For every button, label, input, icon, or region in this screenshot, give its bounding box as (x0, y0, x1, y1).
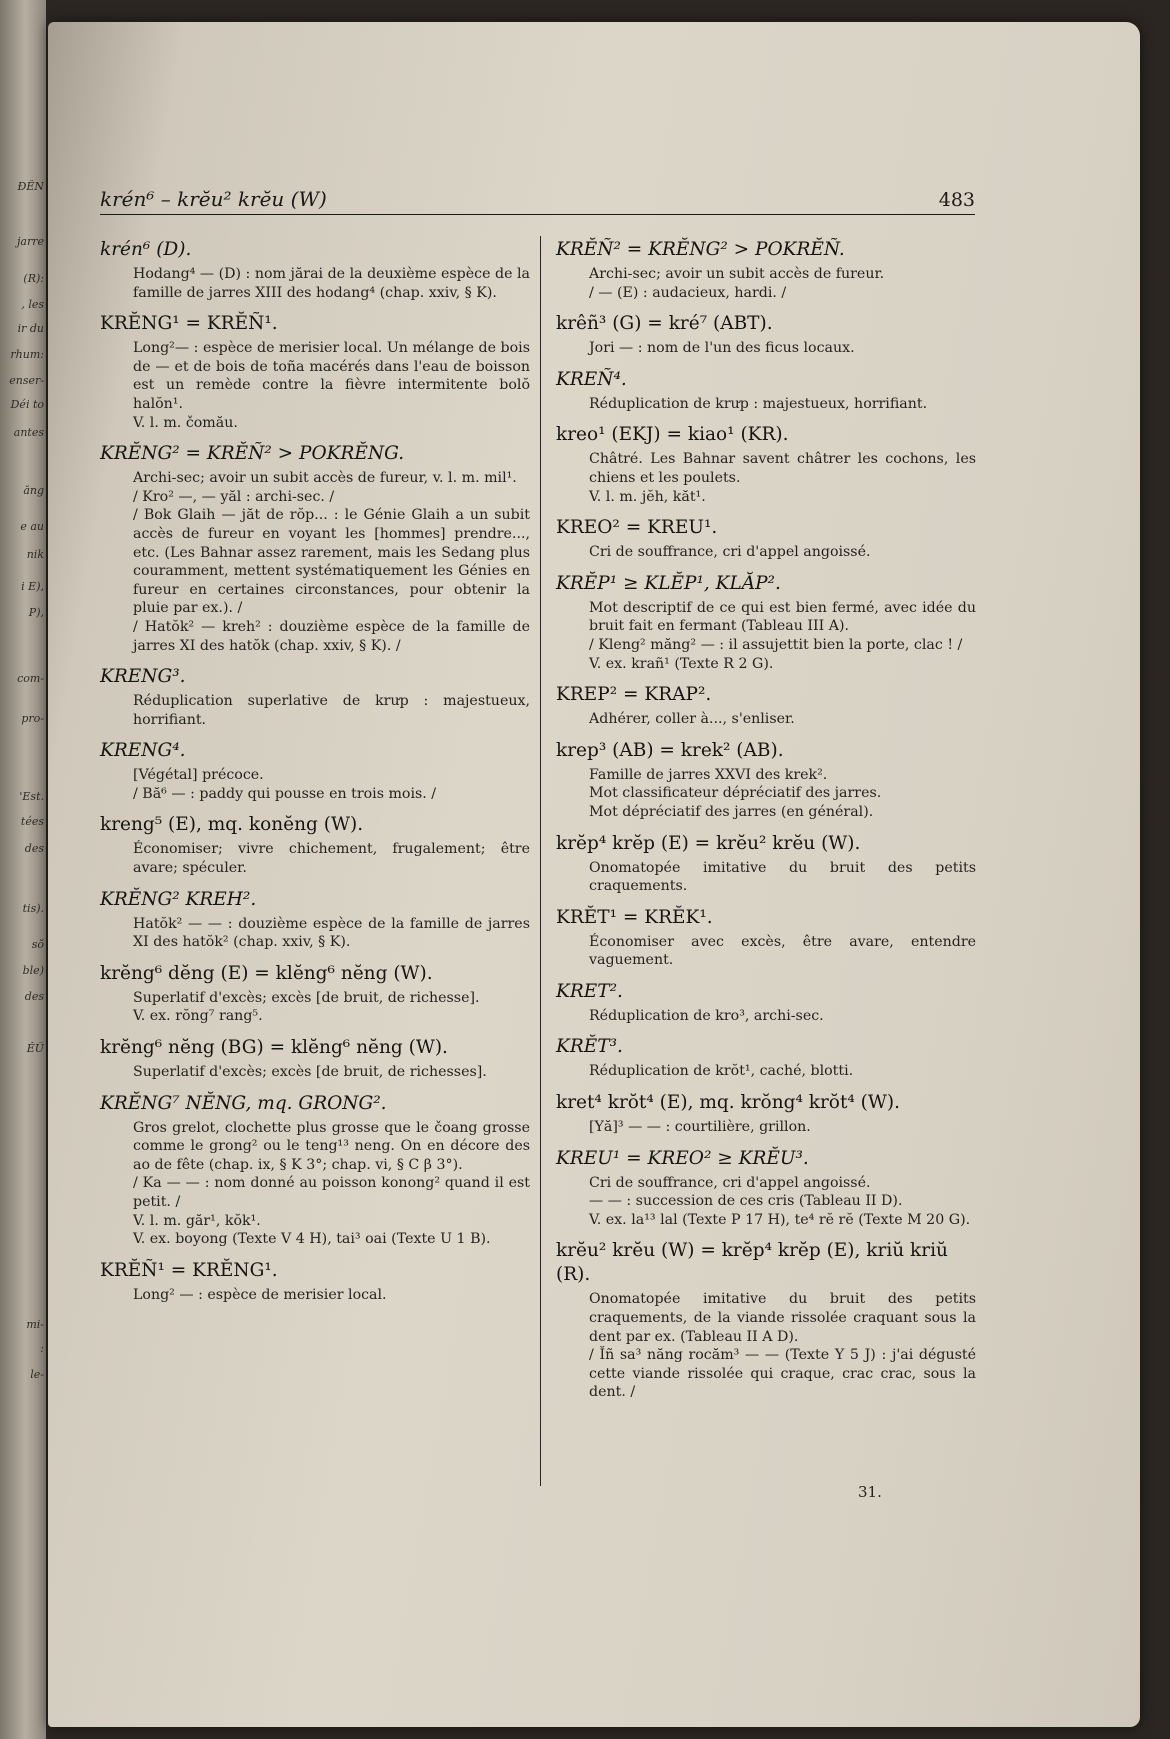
entry-definition (556, 1290, 976, 1402)
dictionary-entry (100, 442, 530, 655)
definition-line: Châtré. Les Bahnar savent châtrer les cochons, les chiens et les poulets. (589, 451, 976, 486)
previous-page-edge (0, 0, 46, 1739)
running-head-title: krén⁶ – krĕu² krĕu (W) (100, 187, 327, 211)
entry-definition (556, 1007, 976, 1026)
previous-page-fragment: , les (21, 298, 44, 311)
left-column (100, 238, 530, 1314)
entry-headword: krĕng⁶ dĕng (E) = klĕng⁶ nĕng (W). (100, 962, 433, 984)
dictionary-entry (100, 1092, 530, 1249)
dictionary-entry (556, 1147, 976, 1230)
definition-line: Réduplication de krưp : majestueux, horrifiant. (589, 395, 928, 412)
entry-definition (556, 1174, 976, 1230)
entry-headword: krêñ³ (G) = kré⁷ (ABT). (556, 313, 773, 335)
entry-definition (556, 599, 976, 673)
definition-line: V. l. m. găr¹, kŏk¹. (133, 1212, 261, 1229)
definition-line: Réduplication de krŏt¹, caché, blotti. (589, 1063, 854, 1080)
definition-line: / Bă⁶ — : paddy qui pousse en trois mois. / (133, 785, 437, 802)
definition-line: / Hatŏk² — kreh² : douzième espèce de la famille de jarres XI des hatŏk (chap. xxiv, § K). / (133, 618, 530, 654)
definition-line: Archi-sec; avoir un subit accès de fureur, v. l. m. mil¹. (133, 470, 517, 487)
previous-page-fragment: enser- (9, 374, 44, 387)
dictionary-entry (556, 238, 976, 302)
previous-page-fragment: des (24, 990, 44, 1003)
dictionary-entry (100, 813, 530, 877)
definition-line: V. ex. la¹³ lal (Texte P 17 H), te⁴ rĕ rĕ (Texte M 20 G). (589, 1211, 971, 1228)
entry-definition (556, 543, 976, 562)
definition-line: [Yă]³ — — : courtilière, grillon. (589, 1119, 811, 1136)
definition-line: Économiser avec excès, être avare, entendre vaguement. (589, 933, 976, 969)
previous-page-fragment: des (24, 842, 44, 855)
dictionary-entry (556, 516, 976, 562)
definition-line: / Ĭñ sa³ năng rocăm³ — — (Texte Y 5 J) : j'ai dégusté cette viande rissolée qui craque, crac crac, sous la dent. / (589, 1347, 976, 1401)
definition-line: Hatŏk² — — : douzième espèce de la famille de jarres XI des hatŏk² (chap. xxiv, § K). (133, 915, 530, 951)
entry-headword: KRĔNG⁷ NĔNG, mq. GRONG². (100, 1092, 387, 1114)
entry-headword: KRĔNG¹ = KRĔÑ¹. (100, 313, 278, 335)
definition-line: / Ka — — : nom donné au poisson konong² quand il est petit. / (133, 1175, 530, 1210)
definition-line: Superlatif d'excès; excès [de bruit, de richesse]. (133, 989, 480, 1006)
definition-line: / — (E) : audacieux, hardi. / (589, 284, 787, 301)
entry-definition (556, 766, 976, 822)
dictionary-entry (100, 238, 530, 302)
entry-headword: krĕu² krĕu (W) = krĕp⁴ krĕp (E), kriŭ kriŭ (R). (556, 1240, 948, 1286)
definition-line: Superlatif d'excès; excès [de bruit, de richesses]. (133, 1064, 487, 1081)
previous-page-fragment: Déi to (10, 398, 44, 411)
previous-page-fragment: 'Est. (19, 790, 44, 803)
entry-definition (100, 692, 530, 729)
entry-headword: KREP² = KRAP². (556, 684, 712, 706)
entry-definition (100, 265, 530, 302)
definition-line: V. ex. krañ¹ (Texte R 2 G). (589, 655, 774, 672)
entry-headword: KRĔNG² = KRĔÑ² > POKRĔNG. (100, 443, 405, 465)
entry-definition (100, 339, 530, 432)
dictionary-entry (556, 1091, 976, 1137)
definition-line: Réduplication de kro³, archi-sec. (589, 1007, 824, 1024)
entry-headword: krĕng⁶ nĕng (BG) = klĕng⁶ nĕng (W). (100, 1037, 448, 1059)
dictionary-entry (556, 1239, 976, 1402)
dictionary-entry (556, 423, 976, 506)
definition-line: Mot dépréciatif des jarres (en général). (589, 803, 874, 820)
definition-line: Hodang⁴ — (D) : nom jărai de la deuxième espèce de la famille de jarres XIII des hodang⁴ (chap. xxiv, § K). (133, 266, 530, 301)
dictionary-entry (100, 312, 530, 432)
definition-line: Long² — : espèce de merisier local. (133, 1286, 387, 1303)
previous-page-fragment: (R): (23, 272, 44, 285)
definition-line: / Kro² —, — yăl : archi-sec. / (133, 488, 335, 505)
dictionary-entry (556, 906, 976, 970)
previous-page-fragment: ĚŨ (26, 1042, 44, 1055)
definition-line: Jori — : nom de l'un des ficus locaux. (589, 340, 855, 357)
definition-line: Économiser; vivre chichement, frugalement; être avare; spéculer. (133, 841, 530, 877)
definition-line: [Végétal] précoce. (133, 767, 264, 784)
previous-page-fragment: P), (28, 606, 44, 619)
definition-line: V. l. m. čomău. (133, 414, 238, 431)
previous-page-fragment: jarre (17, 235, 44, 248)
previous-page-fragment: le- (30, 1368, 44, 1381)
entry-headword: KRĔT¹ = KRĔK¹. (556, 906, 713, 928)
previous-page-fragment: e au (20, 520, 44, 533)
entry-headword: krep³ (AB) = krek² (AB). (556, 739, 784, 761)
dictionary-entry (556, 980, 976, 1026)
entry-definition (100, 840, 530, 877)
entry-definition (556, 859, 976, 896)
previous-page-fragment: ăng (23, 484, 44, 497)
previous-page-fragment: com- (17, 672, 44, 685)
definition-line: Mot descriptif de ce qui est bien fermé, avec idée du bruit fait en fermant (Tableau III A). (589, 599, 976, 635)
previous-page-fragment: ir du (17, 322, 44, 335)
entry-headword: KRĔÑ¹ = KRĔNG¹. (100, 1259, 278, 1281)
entry-headword: KREÑ⁴. (556, 368, 627, 390)
entry-headword: KRENG⁴. (100, 740, 186, 762)
entry-definition (556, 710, 976, 729)
previous-page-fragment: pro- (21, 712, 44, 725)
definition-line: Cri de souffrance, cri d'appel angoissé. (589, 544, 871, 561)
entry-definition (556, 1118, 976, 1137)
dictionary-entry (100, 1259, 530, 1305)
dictionary-entry (556, 832, 976, 896)
entry-definition (556, 1062, 976, 1081)
previous-page-fragment: nik (26, 548, 44, 561)
running-head (100, 182, 975, 215)
dictionary-entry (556, 683, 976, 729)
definition-line: Cri de souffrance, cri d'appel angoissé. (589, 1174, 871, 1191)
entry-headword: kreng⁵ (E), mq. konĕng (W). (100, 814, 364, 836)
entry-headword: KRĔT³. (556, 1036, 623, 1058)
dictionary-entry (556, 572, 976, 673)
entry-headword: kreo¹ (EKJ) = kiao¹ (KR). (556, 424, 789, 446)
previous-page-fragment: tées (20, 815, 44, 828)
previous-page-fragment: tis). (22, 902, 44, 915)
dictionary-entry (100, 1036, 530, 1082)
definition-line: Onomatopée imitative du bruit des petits craquements, de la viande rissolée craquant sous la dent par ex. (Tableau II A D). (589, 1291, 976, 1345)
previous-page-fragment: sŏ (31, 938, 44, 951)
definition-line: Gros grelot, clochette plus grosse que le čoang grosse comme le grong² ou le teng¹³ neng. On en décore des ao de fête (chap. ix, § K 3°; chap. vi, § C β 3°). (133, 1119, 530, 1173)
definition-line: Réduplication superlative de krưp : majestueux, horrifiant. (133, 693, 530, 728)
previous-page-fragment: antes (13, 426, 44, 439)
entry-headword: KRENG³. (100, 666, 186, 688)
entry-headword: KRĔÑ² = KRĔNG² > POKRĔÑ. (556, 239, 845, 260)
definition-line: / Kleng² măng² — : il assujettit bien la porte, clac ! / (589, 636, 963, 653)
entry-definition (556, 265, 976, 302)
entry-definition (100, 989, 530, 1026)
entry-definition (556, 450, 976, 506)
signature-mark: 31. (858, 1483, 882, 1501)
entry-definition (556, 339, 976, 358)
entry-headword: KRET². (556, 980, 623, 1002)
definition-line: Archi-sec; avoir un subit accès de fureur. (589, 266, 885, 282)
entry-headword: KREU¹ = KREO² ≥ KRĔU³. (556, 1147, 809, 1169)
entry-definition (100, 1119, 530, 1249)
dictionary-entry (100, 888, 530, 952)
entry-definition (100, 766, 530, 803)
entry-definition (100, 469, 530, 655)
definition-line: Long²— : espèce de merisier local. Un mélange de bois de — et de bois de toña macérés dans l'eau de boisson est un remède contre la fièvre intermitente bolŏ halŏn¹. (133, 340, 530, 412)
entry-headword: KRĔP¹ ≥ KLĔP¹, KLĂP². (556, 572, 781, 594)
entry-definition (556, 933, 976, 970)
previous-page-fragment: : (40, 1342, 44, 1355)
definition-line: Adhérer, coller à..., s'enliser. (589, 711, 795, 728)
previous-page-fragment: i E), (21, 580, 44, 593)
definition-line: Onomatopée imitative du bruit des petits craquements. (589, 859, 976, 895)
previous-page-fragment: ble) (22, 964, 44, 977)
definition-line: V. ex. rŏng⁷ rang⁵. (133, 1008, 263, 1025)
dictionary-entry (556, 368, 976, 414)
entry-headword: KRĔNG² KREH². (100, 888, 257, 910)
dictionary-entry (100, 665, 530, 729)
entry-definition (100, 1286, 530, 1305)
definition-line: Famille de jarres XXVI des krek². (589, 766, 828, 783)
previous-page-fragment: rhum: (10, 348, 44, 361)
dictionary-entry (556, 739, 976, 822)
definition-line: V. ex. boyong (Texte V 4 H), tai³ oai (Texte U 1 B). (133, 1231, 491, 1248)
entry-definition (100, 1063, 530, 1082)
definition-line: / Bok Glaih — jăt de rŏp... : le Génie Glaih a un subit accès de fureur en voyant les [hommes] prendre..., etc. (Les Bahnar assez rarement, mais les Sedang plus couramment, mettent systématiquement les Génies en fureur en certaines circonstances, pour obtenir la pluie par ex.). / (133, 507, 530, 617)
definition-line: Mot classificateur dépréciatif des jarres. (589, 785, 882, 802)
dictionary-entry (100, 739, 530, 803)
definition-line: — — : succession de ces cris (Tableau II D). (589, 1193, 903, 1210)
column-divider (540, 236, 541, 1486)
dictionary-entry (100, 962, 530, 1026)
entry-headword: kret⁴ krŏt⁴ (E), mq. krŏng⁴ krŏt⁴ (W). (556, 1092, 901, 1114)
entry-headword: KREO² = KREU¹. (556, 517, 718, 539)
entry-definition (100, 915, 530, 952)
entry-headword: krĕp⁴ krĕp (E) = krĕu² krĕu (W). (556, 832, 861, 854)
dictionary-entry (556, 312, 976, 358)
right-column (556, 238, 976, 1412)
previous-page-fragment: ĐÊN (17, 180, 44, 193)
dictionary-entry (556, 1035, 976, 1081)
previous-page-fragment: mi- (26, 1318, 44, 1331)
definition-line: V. l. m. jĕh, kăt¹. (589, 488, 706, 505)
entry-definition (556, 395, 976, 414)
page-number: 483 (938, 189, 975, 211)
entry-headword: krén⁶ (D). (100, 239, 192, 260)
